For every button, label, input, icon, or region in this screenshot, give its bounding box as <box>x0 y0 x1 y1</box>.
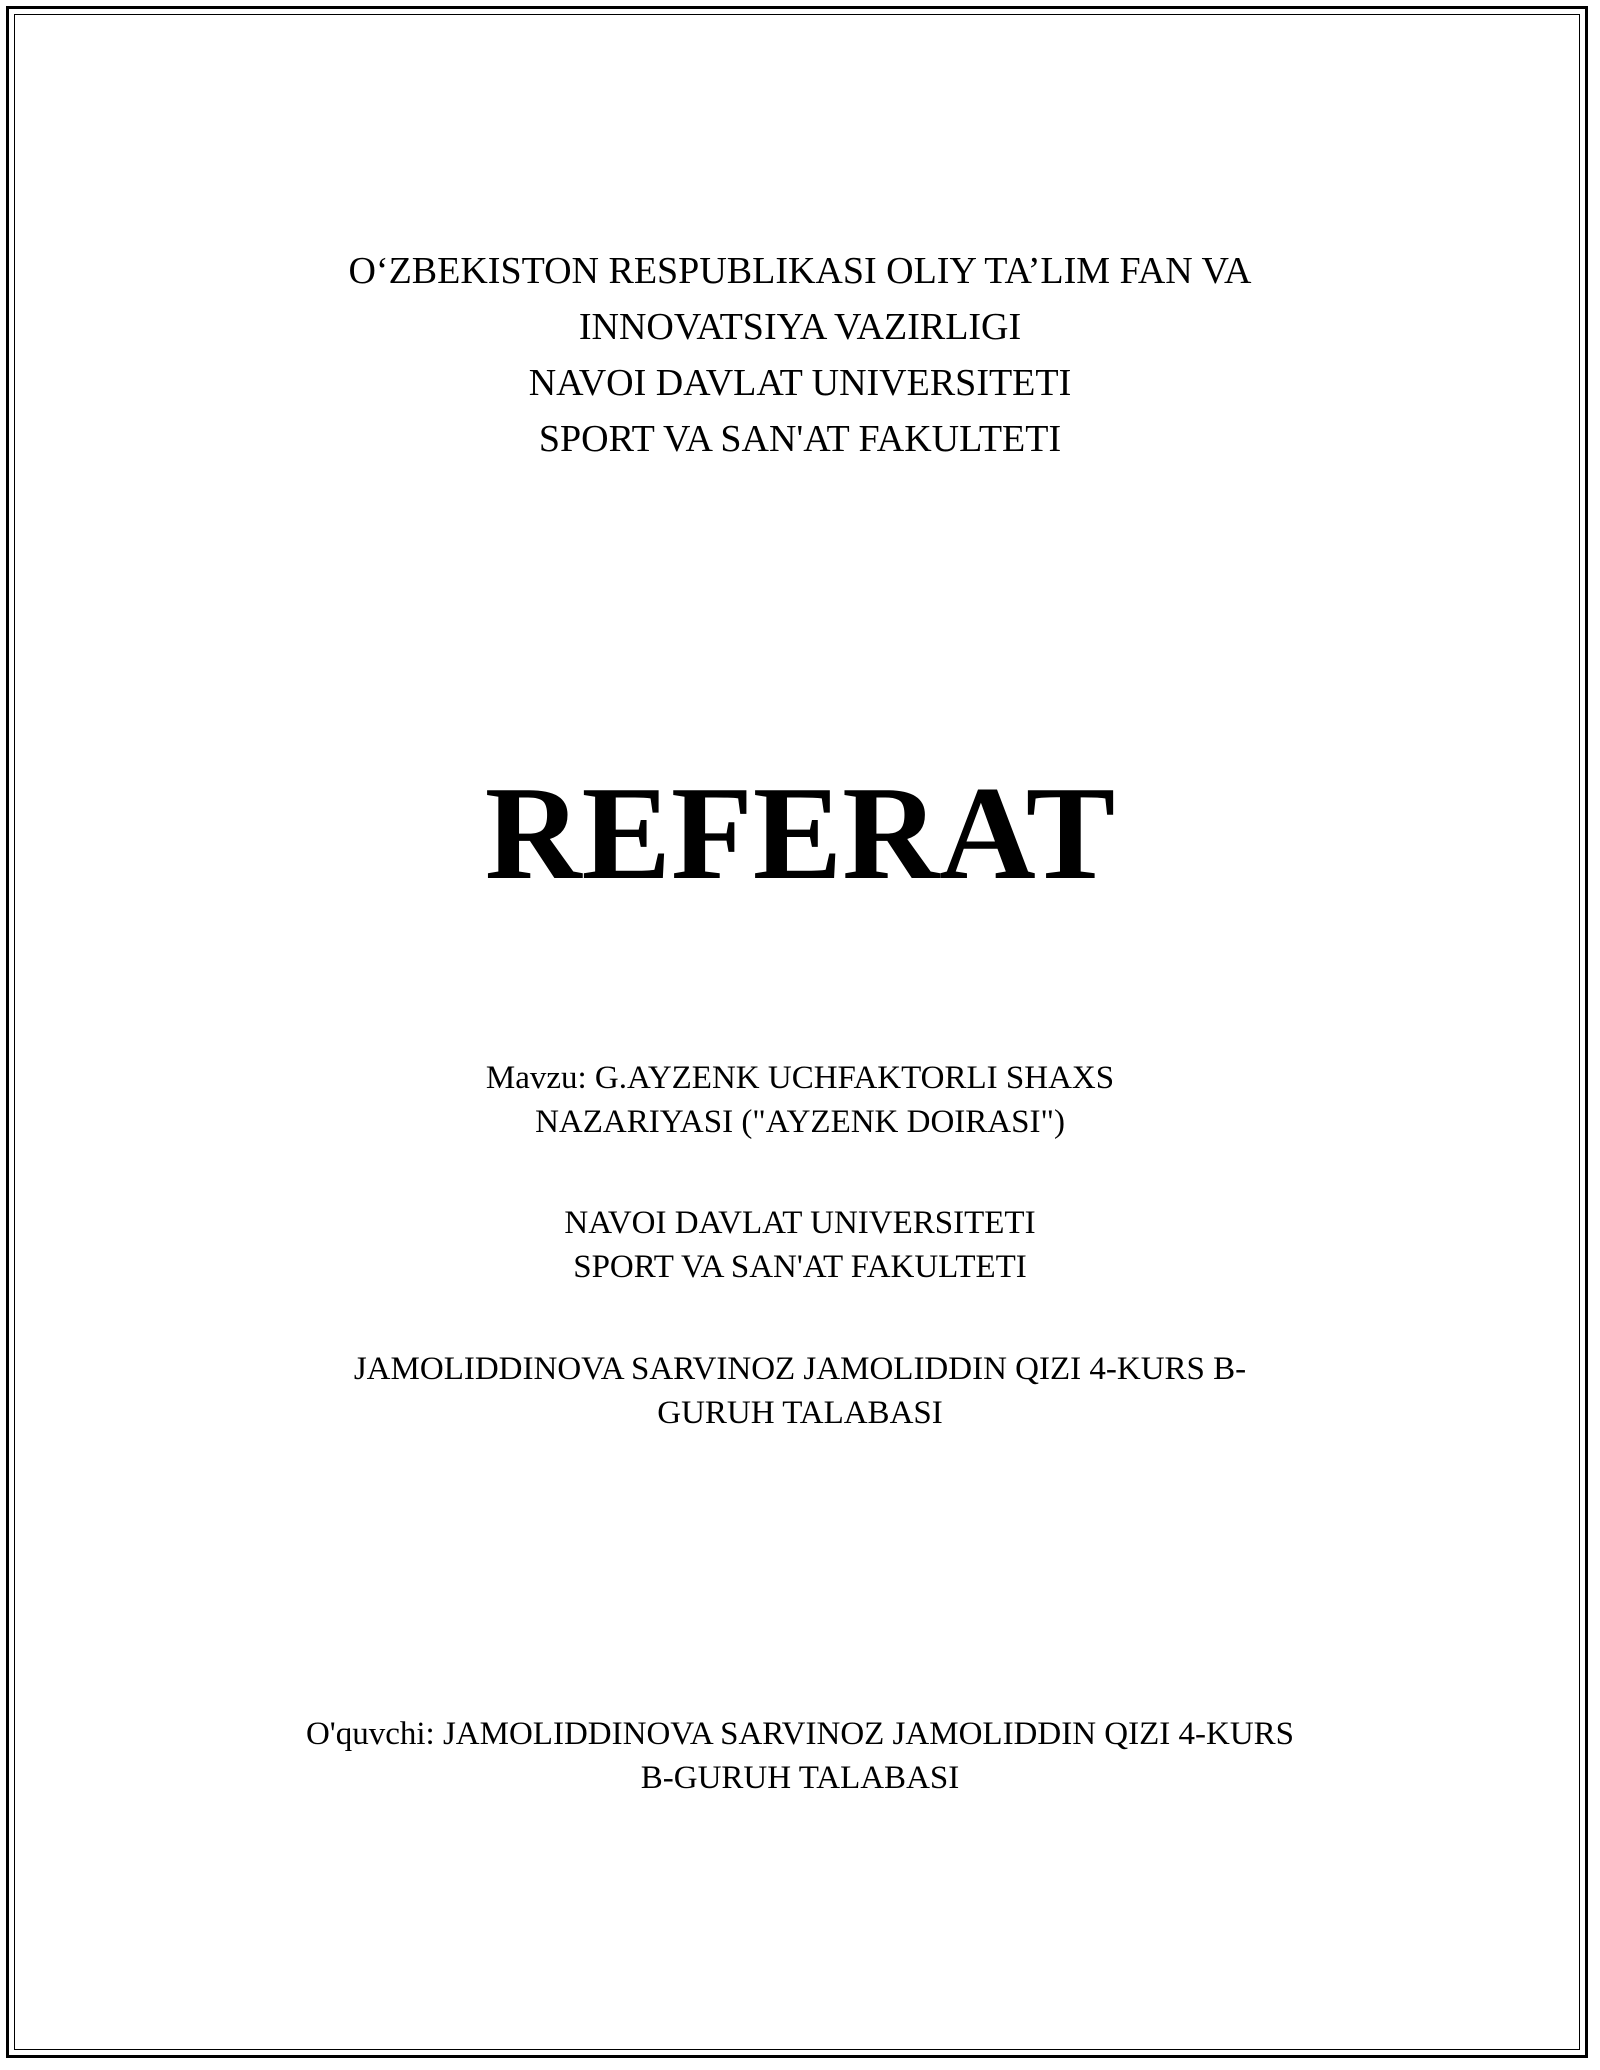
document-title: REFERAT <box>484 759 1116 907</box>
topic-line-1: Mavzu: G.AYZENK UCHFAKTORLI SHAXS <box>485 1060 1115 1096</box>
ministry-header <box>0 243 1600 467</box>
student-line-2: GURUH TALABASI <box>657 1395 943 1431</box>
pupil-line-2: B-GURUH TALABASI <box>640 1760 960 1796</box>
university-block <box>0 1201 1600 1289</box>
ministry-line-2: INNOVATSIYA VAZIRLIGI <box>578 306 1022 348</box>
university-name: NAVOI DAVLAT UNIVERSITETI <box>564 1205 1036 1241</box>
student-line-1: JAMOLIDDINOVA SARVINOZ JAMOLIDDIN QIZI 4-KURS B- <box>353 1351 1247 1387</box>
pupil-block <box>0 1712 1600 1800</box>
university-line: NAVOI DAVLAT UNIVERSITETI <box>528 362 1072 404</box>
student-block <box>0 1347 1600 1435</box>
faculty-line: SPORT VA SAN'AT FAKULTETI <box>538 418 1062 460</box>
faculty-name: SPORT VA SAN'AT FAKULTETI <box>573 1249 1027 1285</box>
topic-line-2: NAZARIYASI ("AYZENK DOIRASI") <box>535 1104 1065 1140</box>
ministry-line-1: O‘ZBEKISTON RESPUBLIKASI OLIY TA’LIM FAN VA <box>348 250 1252 292</box>
topic-block <box>0 1056 1600 1144</box>
pupil-line-1: O'quvchi: JAMOLIDDINOVA SARVINOZ JAMOLIDDIN QIZI 4-KURS <box>305 1716 1295 1752</box>
